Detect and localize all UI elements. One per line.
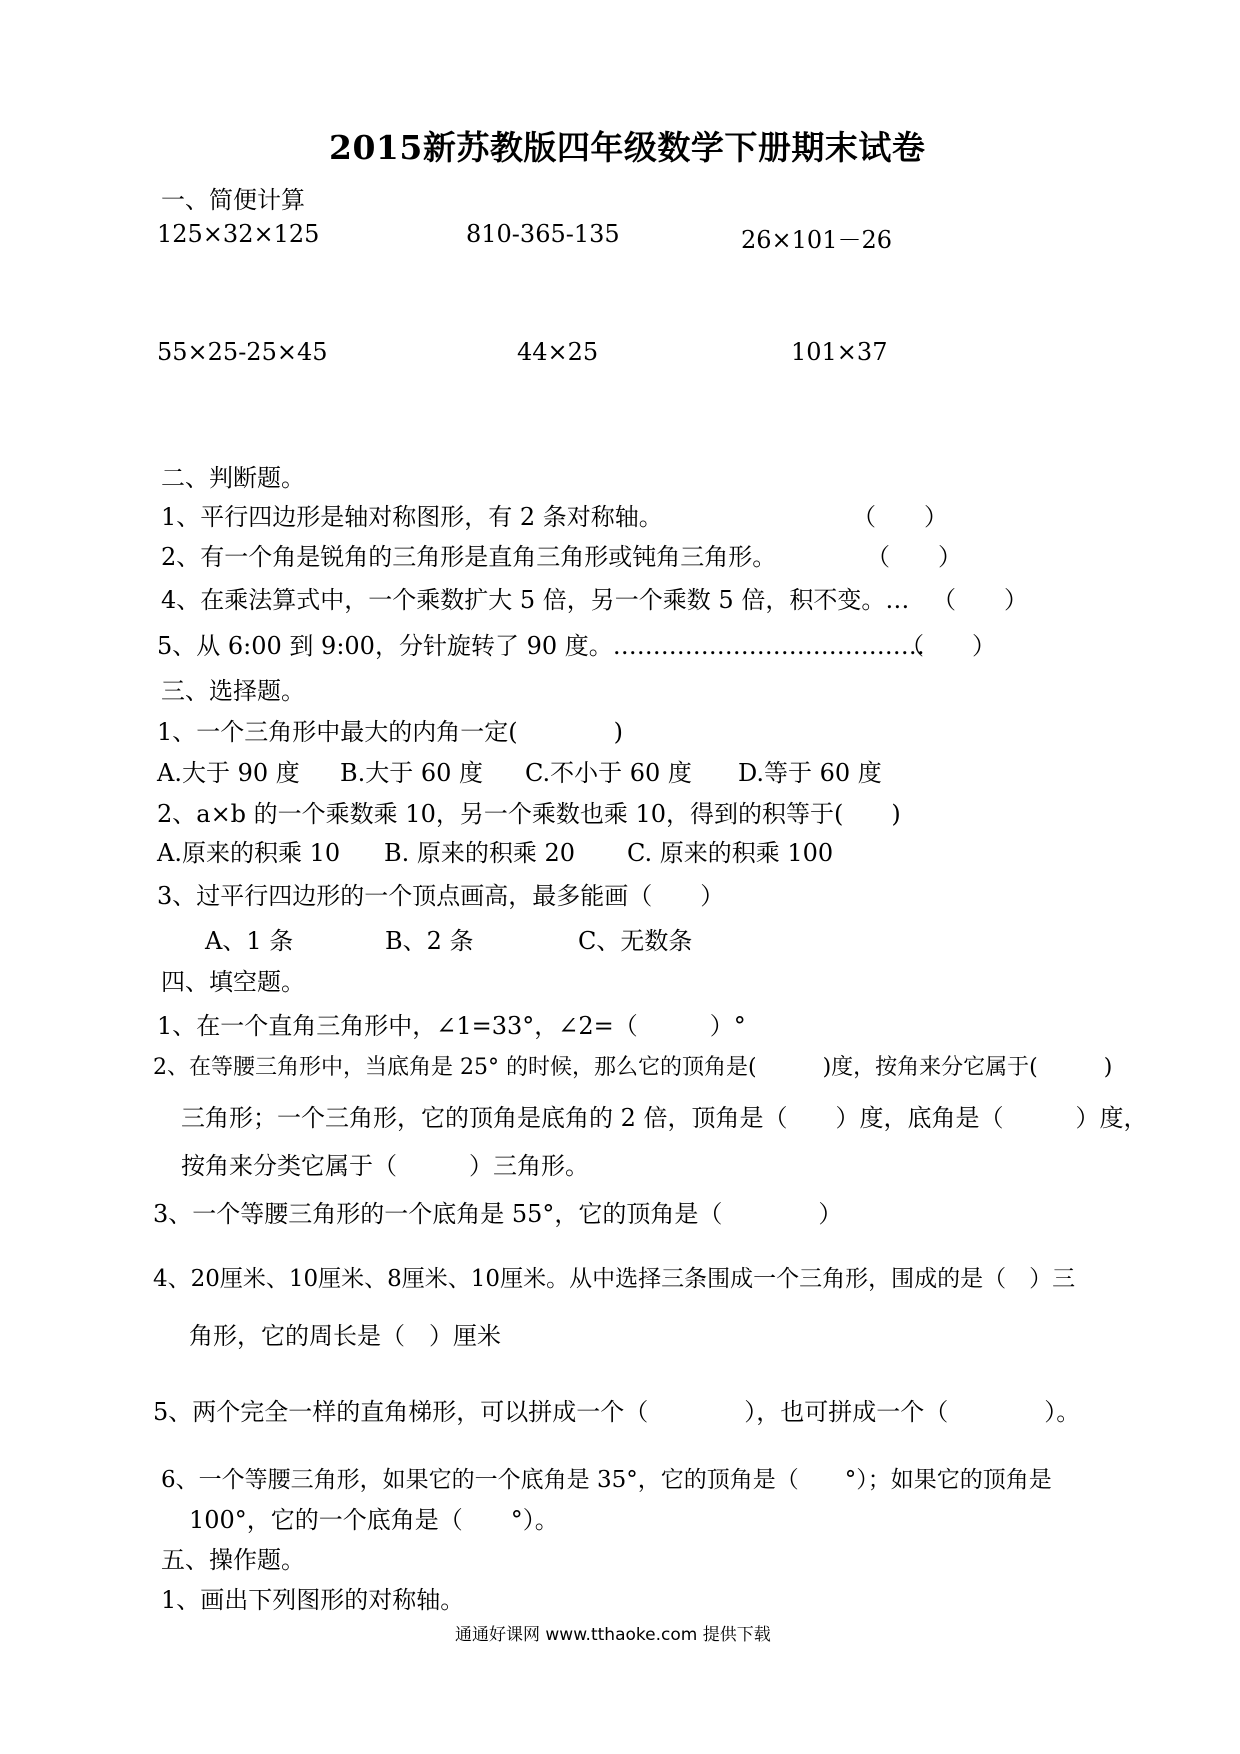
choice-3-option-c: C、无数条: [578, 927, 693, 955]
choice-1-option-d: D.等于 60 度: [738, 759, 882, 787]
calc-3: 26×101－26: [741, 226, 892, 254]
judge-4-paren: （ ）: [932, 586, 1028, 614]
calc-5: 44×25: [517, 338, 599, 366]
choice-3: 3、过平行四边形的一个顶点画高，最多能画（ ）: [157, 882, 725, 910]
choice-3-option-a: A、1 条: [205, 927, 294, 955]
calc-1: 125×32×125: [157, 220, 320, 248]
operate-1: 1、画出下列图形的对称轴。: [161, 1586, 465, 1614]
section-5-heading: 五、操作题。: [161, 1546, 305, 1574]
choice-2-option-b: B. 原来的积乘 20: [384, 839, 576, 867]
fill-4-line-2: 角形，它的周长是（ ）厘米: [189, 1322, 501, 1350]
fill-6-line-1: 6、一个等腰三角形，如果它的一个底角是 35°，它的顶角是（ °）；如果它的顶角是: [161, 1467, 1052, 1493]
calc-4: 55×25-25×45: [157, 338, 328, 366]
choice-1: 1、一个三角形中最大的内角一定( ): [157, 718, 623, 746]
judge-1-paren: （ ）: [852, 503, 948, 531]
calc-6: 101×37: [791, 338, 888, 366]
judge-2: 2、有一个角是锐角的三角形是直角三角形或钝角三角形。: [161, 543, 777, 571]
judge-5-paren: （ ）: [900, 632, 996, 660]
calc-2: 810-365-135: [466, 220, 620, 248]
judge-5: 5、从 6:00 到 9:00，分针旋转了 90 度。…………………………………: [157, 632, 925, 660]
section-1-heading: 一、简便计算: [161, 186, 305, 214]
judge-2-paren: （ ）: [866, 543, 962, 571]
fill-6-line-2: 100°，它的一个底角是（ °）。: [189, 1506, 559, 1534]
judge-1: 1、平行四边形是轴对称图形，有 2 条对称轴。: [161, 503, 663, 531]
page-title: 2015新苏教版四年级数学下册期末试卷: [329, 128, 926, 167]
fill-2-line-1: 2、在等腰三角形中，当底角是 25° 的时候，那么它的顶角是( )度，按角来分它属于( ): [153, 1055, 1113, 1080]
section-3-heading: 三、选择题。: [161, 677, 305, 705]
choice-2-option-c: C. 原来的积乘 100: [627, 839, 834, 867]
choice-2: 2、a×b 的一个乘数乘 10，另一个乘数也乘 10，得到的积等于( ): [157, 800, 901, 828]
choice-1-option-c: C.不小于 60 度: [525, 759, 692, 787]
fill-3: 3、一个等腰三角形的一个底角是 55°，它的顶角是（ ）: [153, 1200, 843, 1228]
choice-3-option-b: B、2 条: [385, 927, 474, 955]
choice-2-option-a: A.原来的积乘 10: [157, 839, 341, 867]
section-2-heading: 二、判断题。: [161, 464, 305, 492]
choice-1-option-b: B.大于 60 度: [340, 759, 484, 787]
fill-4-line-1: 4、20厘米、10厘米、8厘米、10厘米。从中选择三条围成一个三角形，围成的是（ ）三: [153, 1266, 1076, 1292]
section-4-heading: 四、填空题。: [161, 968, 305, 996]
judge-4: 4、在乘法算式中，一个乘数扩大 5 倍，另一个乘数 5 倍，积不变。…: [161, 586, 910, 614]
choice-1-option-a: A.大于 90 度: [157, 759, 300, 787]
fill-1: 1、在一个直角三角形中，∠1=33°，∠2=（ ）°: [157, 1012, 746, 1040]
fill-2-line-2: 三角形；一个三角形，它的顶角是底角的 2 倍，顶角是（ ）度，底角是（ ）度，: [181, 1104, 1148, 1132]
footer-source: 通通好课网 www.tthaoke.com 提供下载: [455, 1625, 771, 1645]
fill-5: 5、两个完全一样的直角梯形，可以拼成一个（ ），也可拼成一个（ ）。: [153, 1398, 1081, 1426]
fill-2-line-3: 按角来分类它属于（ ）三角形。: [181, 1152, 589, 1180]
